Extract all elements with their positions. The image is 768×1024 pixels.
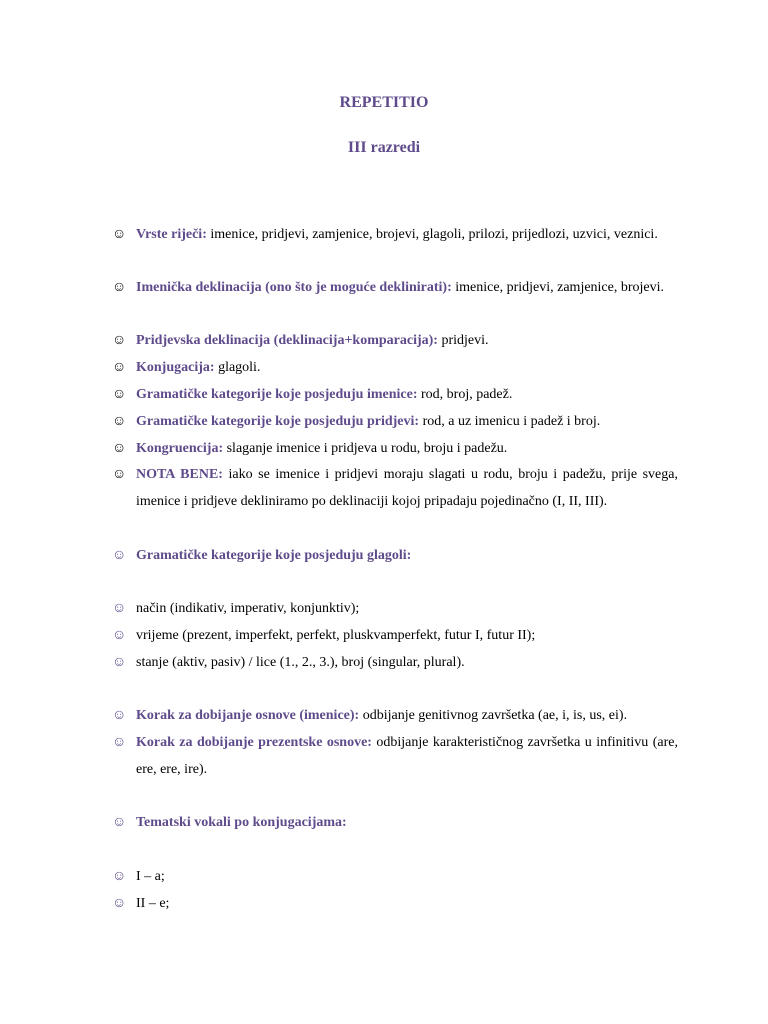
list-item: [112, 462, 678, 515]
list-item: [112, 222, 678, 249]
smiley-icon: ☺: [112, 601, 127, 616]
list-item: [112, 730, 678, 783]
smiley-icon: ☺: [112, 414, 127, 429]
item-label: NOTA BENE:: [136, 467, 223, 482]
smiley-icon: ☺: [112, 333, 127, 348]
item-text: I – a;: [136, 869, 165, 884]
item-label: Kongruencija:: [136, 441, 224, 456]
item-text: imenice, pridjevi, zamjenice, brojevi, glagoli, prilozi, prijedlozi, uzvici, veznici.: [206, 227, 658, 242]
item-label: Imenička deklinacija (ono što je moguće deklinirati):: [136, 280, 452, 295]
smiley-icon: ☺: [112, 628, 127, 643]
smiley-icon: ☺: [112, 869, 127, 884]
item-label: Gramatičke kategorije koje posjeduju pridjevi:: [136, 414, 420, 429]
item-text: način (indikativ, imperativ, konjunktiv);: [136, 601, 360, 616]
item-label: Konjugacija:: [136, 360, 215, 375]
item-label: Tematski vokali po konjugacijama:: [136, 815, 347, 830]
item-label: Gramatičke kategorije koje posjeduju glagoli:: [136, 548, 412, 563]
smiley-icon: ☺: [112, 735, 127, 750]
list-item: [112, 409, 678, 436]
item-text: iako se imenice i pridjevi moraju slagati u rodu, broju i padežu, prije svega, imenice i pridjeve dekliniramo po deklinaciji kojoj pripadaju pojedinačno (I, II, III).: [136, 467, 678, 509]
list-item: [112, 864, 678, 891]
list-item: [112, 275, 678, 302]
smiley-icon: ☺: [112, 548, 127, 563]
page-title: REPETITIO: [339, 94, 429, 111]
list-item: [112, 543, 678, 570]
item-label: Pridjevska deklinacija (deklinacija+komparacija):: [136, 333, 438, 348]
smiley-icon: ☺: [112, 280, 127, 295]
smiley-icon: ☺: [112, 360, 127, 375]
item-text: glagoli.: [214, 360, 261, 375]
list-item: [112, 328, 678, 355]
list-item: [112, 623, 678, 650]
item-text: pridjevi.: [437, 333, 489, 348]
smiley-icon: ☺: [112, 441, 127, 456]
list-item: [112, 596, 678, 623]
item-label: Korak za dobijanje osnove (imenice):: [136, 708, 360, 723]
smiley-icon: ☺: [112, 387, 127, 402]
page-subtitle: III razredi: [347, 139, 421, 156]
smiley-icon: ☺: [112, 227, 127, 242]
list-item: [112, 355, 678, 382]
list-item: [112, 382, 678, 409]
item-text: rod, broj, padež.: [417, 387, 513, 402]
smiley-icon: ☺: [112, 655, 127, 670]
item-label: Korak za dobijanje prezentske osnove:: [136, 735, 372, 750]
smiley-icon: ☺: [112, 708, 127, 723]
item-text: odbijanje karakterističnog završetka u infinitivu (are, ere, ere, ire).: [136, 735, 678, 777]
list-item: [112, 436, 678, 463]
item-text: odbijanje genitivnog završetka (ae, i, is, us, ei).: [359, 708, 628, 723]
item-text: stanje (aktiv, pasiv) / lice (1., 2., 3.), broj (singular, plural).: [136, 655, 465, 670]
item-text: imenice, pridjevi, zamjenice, brojevi.: [451, 280, 665, 295]
item-label: Gramatičke kategorije koje posjeduju imenice:: [136, 387, 418, 402]
item-text: II – e;: [136, 896, 170, 911]
item-text: vrijeme (prezent, imperfekt, perfekt, pluskvamperfekt, futur I, futur II);: [136, 628, 536, 643]
smiley-icon: ☺: [112, 815, 127, 830]
smiley-icon: ☺: [112, 467, 127, 482]
item-label: Vrste riječi:: [136, 227, 207, 242]
list-item: [112, 810, 678, 837]
smiley-icon: ☺: [112, 896, 127, 911]
list-item: [112, 703, 678, 730]
list-item: [112, 891, 678, 918]
item-text: slaganje imenice i pridjeva u rodu, broju i padežu.: [223, 441, 508, 456]
item-text: rod, a uz imenicu i padež i broj.: [419, 414, 601, 429]
list-item: [112, 650, 678, 677]
